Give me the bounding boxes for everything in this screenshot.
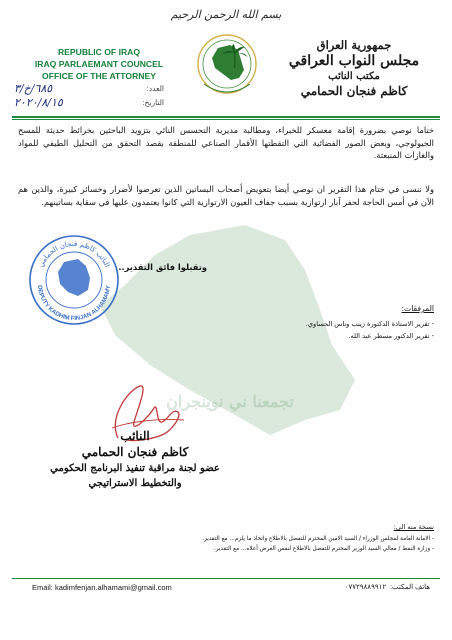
signatory-role-line-1: عضو لجنة مراقبة تنفيذ البرنامج الحكومي	[50, 463, 220, 474]
attachments-title: المرفقات:	[401, 304, 434, 313]
attachments-list	[234, 318, 434, 342]
letterhead-en-line-3: OFFICE OF THE ATTORNEY	[42, 71, 156, 82]
date-label: التاريخ:	[142, 98, 164, 107]
signatory-role-line-2: والتخطيط الاستراتيجي	[88, 478, 182, 489]
footer-email	[32, 583, 172, 592]
letterhead-en-line-2: IRAQ PARLAEMANT COUNCEL	[34, 59, 164, 70]
date-row	[14, 96, 164, 109]
body-paragraph-2: ولا ننسى في ختام هذا التقرير ان نوصي أيضا بتعويض أصحاب البساتين الذين تعرضوا لأضرار وخسائر كبيرة، والذين هم الآن في أمس الحاجة لحفر آبار ارتوازية بسبب جفاف العيون الارتوازية التي كانوا يعتمدون عليها في سقاية بساتينهم.	[18, 184, 434, 207]
footer-divider	[12, 578, 440, 579]
body-paragraph-1: ختاما نوصي بضرورة إقامة معسكر للخبراء، ومطالبة مديرية التحسس النائي بتزويد الباحثين بخرائط حديثة للمسح الجيولوجي، وبعض الصور الفضائية التي التقطتها الأقمار الصناعي للمنطقة بقصد التحقق من التحليل الطيفي للمواد والغازات المنبعثة.	[18, 125, 434, 161]
header-divider-thin	[12, 119, 440, 120]
closing-line: وتقبلوا فائق التقدير...	[115, 262, 207, 272]
phone-value: ٠٧٧٢٩٨٨٩٩١٢	[344, 584, 387, 591]
number-value: ٦٨٥/خ/٣	[14, 82, 53, 95]
reference-number-row	[14, 82, 164, 95]
number-label: العدد:	[146, 84, 164, 93]
attachment-item: - تقرير الاستاذة الدكتورة زينب وناس الحساوي.	[234, 318, 434, 330]
letterhead-ar-line-4: كاظم فنجان الحمامي	[300, 84, 408, 98]
cc-list	[24, 534, 434, 554]
watermark-text: تجمعنا ني نوينجران	[166, 392, 294, 411]
basmala: بسم الله الرحمن الرحيم	[170, 8, 282, 21]
office-emblem-logo	[194, 30, 260, 102]
cc-title: نسخة منه الى:	[393, 523, 434, 531]
signature-block	[40, 428, 230, 491]
attachment-item: - تقرير الدكتور مسطر عبد الله.	[234, 330, 434, 342]
official-stamp	[26, 232, 122, 328]
signatory-title: النائب	[120, 429, 150, 443]
signatory-name: كاظم فنجان الحمامي	[81, 445, 189, 459]
arabic-letterhead	[274, 38, 434, 99]
cc-item: - وزارة النفط / معالي السيد الوزير المحترم للتفضل بالاطلاع لنفس الغرض أعلاه... مع التقدير.	[24, 544, 434, 554]
letterhead-ar-line-2: مجلس النواب العراقي	[288, 53, 420, 69]
phone-label: هاتف المكتب:	[390, 584, 430, 591]
email-label: Email:	[32, 583, 53, 592]
english-letterhead	[14, 46, 184, 83]
letterhead-ar-line-3: مكتب النائب	[328, 71, 380, 82]
letterhead-ar-line-1: جمهورية العراق	[316, 38, 392, 52]
stamp-arabic-text: النائب كاظم فنجان الحمامي	[36, 239, 112, 269]
stamp-english-text: DEPUTY KADHIM FINJAN ALHAMAMY	[35, 285, 113, 323]
footer-phone	[345, 583, 430, 591]
date-value: ٢٠٢٠/٨/١٥	[14, 96, 63, 109]
header-divider	[12, 116, 440, 118]
email-value: kadimfenjan.alhamami@gmail.com	[54, 583, 172, 592]
letterhead-en-line-1: REPUBLIC OF IRAQ	[57, 47, 141, 57]
cc-item: - الامانة العامة لمجلس الوزراء / السيد الامين المحترم للتفضل بالاطلاع واتخاذ ما يلزم... مع التقدير.	[24, 534, 434, 544]
